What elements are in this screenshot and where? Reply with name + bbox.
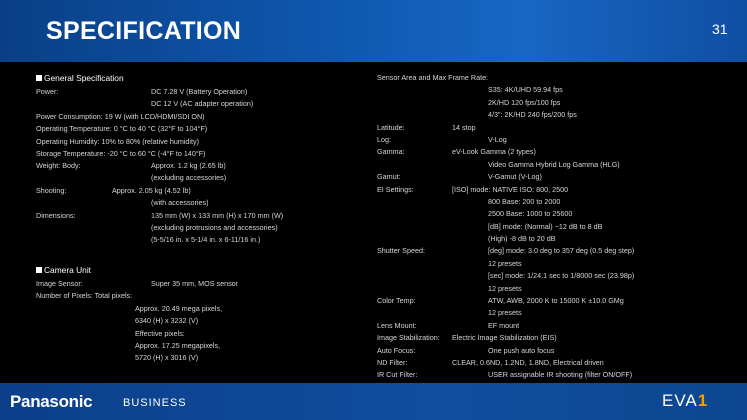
gamma-value-1: eV-Look Gamma (2 types) (452, 147, 536, 156)
latitude-label: Latitude: (377, 123, 405, 132)
weight-value-2: (excluding accessories) (151, 173, 227, 182)
dimensions-label: Dimensions: (36, 211, 76, 220)
number-of-pixels-label: Number of Pixels: Total pixels: (36, 291, 133, 300)
pixels-value-3: Effective pixels: (135, 329, 185, 338)
square-bullet-icon (36, 267, 42, 273)
shooting-value-2: (with accessories) (151, 198, 209, 207)
shutter-speed-value-4: 12 presets (488, 284, 522, 293)
sensor-area-label: Sensor Area and Max Frame Rate: (377, 73, 489, 82)
power-consumption: Power Consumption: 19 W (with LCD/HDMI/SDI ON) (36, 112, 205, 121)
shutter-speed-value-3: [sec] mode: 1/24.1 sec to 1/8000 sec (23.98p) (488, 271, 635, 280)
color-temp-value-2: 12 presets (488, 308, 522, 317)
nd-filter-value: CLEAR, 0.6ND, 1.2ND, 1.8ND, Electrical driven (452, 358, 604, 367)
eva1-logo: EVA1 (662, 391, 709, 410)
ei-settings-value-5: (High) -8 dB to 20 dB (488, 234, 556, 243)
shutter-speed-label: Shutter Speed: (377, 246, 425, 255)
shooting-label: Shooting: (36, 186, 67, 195)
operating-temperature: Operating Temperature: 0 °C to 40 °C (32°F to 104°F) (36, 124, 208, 133)
lens-mount-value: EF mount (488, 321, 520, 330)
image-sensor-value: Super 35 mm, MOS sensor (151, 279, 239, 288)
pixels-value-1: Approx. 20.49 mega pixels, (135, 304, 223, 313)
business-label: BUSINESS (123, 397, 187, 409)
ir-cut-filter-value: USER assignable IR shooting (filter ON/OFF) (488, 370, 633, 379)
pixels-value-2: 6340 (H) x 3232 (V) (135, 316, 199, 325)
panasonic-logo: Panasonic (10, 392, 93, 411)
pixels-value-4: Approx. 17.25 megapixels, (135, 341, 221, 350)
shutter-speed-value-2: 12 presets (488, 259, 522, 268)
dimensions-value-2: (excluding protrusions and accessories) (151, 223, 278, 232)
log-label: Log: (377, 135, 391, 144)
image-stabilization-value: Electric Image Stabilization (EIS) (452, 333, 557, 342)
shooting-value-1: Approx. 2.05 kg (4.52 lb) (112, 186, 191, 195)
square-bullet-icon (36, 75, 42, 81)
operating-humidity: Operating Humidity: 10% to 80% (relative humidity) (36, 137, 199, 146)
power-value-1: DC 7.28 V (Battery Operation) (151, 87, 248, 96)
lens-mount-label: Lens Mount: (377, 321, 417, 330)
weight-value-1: Approx. 1.2 kg (2.65 lb) (151, 161, 226, 170)
camera-unit-heading: Camera Unit (36, 265, 91, 275)
ei-settings-value-1: [ISO] mode: NATIVE ISO: 800, 2500 (452, 185, 569, 194)
auto-focus-value: One push auto focus (488, 346, 555, 355)
image-sensor-label: Image Sensor: (36, 279, 83, 288)
sensor-area-value-1: S35: 4K/UHD 59.94 fps (488, 85, 563, 94)
auto-focus-label: Auto Focus: (377, 346, 416, 355)
latitude-value: 14 stop (452, 123, 476, 132)
sensor-area-value-2: 2K/HD 120 fps/100 fps (488, 98, 561, 107)
ei-settings-value-4: [dB] mode: (Normal) −12 dB to 8 dB (488, 222, 603, 231)
dimensions-value-1: 135 mm (W) x 133 mm (H) x 170 mm (W) (151, 211, 284, 220)
sensor-area-value-3: 4/3": 2K/HD 240 fps/200 fps (488, 110, 577, 119)
ir-cut-filter-label: IR Cut Filter: (377, 370, 418, 379)
gamut-value: V-Gamut (V-Log) (488, 172, 542, 181)
shutter-speed-value-1: [deg] mode: 3.0 deg to 357 deg (0.5 deg step) (488, 246, 635, 255)
color-temp-label: Color Temp: (377, 296, 416, 305)
gamut-label: Gamut: (377, 172, 401, 181)
storage-temperature: Storage Temperature: -20 °C to 60 °C (-4°F to 140°F) (36, 149, 206, 158)
power-value-2: DC 12 V (AC adapter operation) (151, 99, 254, 108)
power-label: Power: (36, 87, 59, 96)
ei-settings-value-2: 800 Base: 200 to 2000 (488, 197, 561, 206)
color-temp-value-1: ATW, AWB, 2000 K to 15000 K ±10.0 GMg (488, 296, 624, 305)
dimensions-value-3: (5-5/16 in. x 5-1/4 in. x 6-11/16 in.) (151, 235, 261, 244)
nd-filter-label: ND Filter: (377, 358, 408, 367)
general-spec-heading: General Specification (36, 73, 124, 83)
gamma-label: Gamma: (377, 147, 405, 156)
pixels-value-5: 5720 (H) x 3016 (V) (135, 353, 199, 362)
weight-label: Weight: Body: (36, 161, 81, 170)
log-value: V-Log (488, 135, 507, 144)
image-stabilization-label: Image Stabilization: (377, 333, 440, 342)
page-number: 31 (712, 21, 728, 37)
footer-bar (0, 383, 747, 420)
ei-settings-label: EI Settings: (377, 185, 414, 194)
ei-settings-value-3: 2500 Base: 1000 to 25600 (488, 209, 573, 218)
page-title: SPECIFICATION (46, 17, 242, 45)
gamma-value-2: Video Gamma Hybrid Log Gamma (HLG) (488, 160, 620, 169)
